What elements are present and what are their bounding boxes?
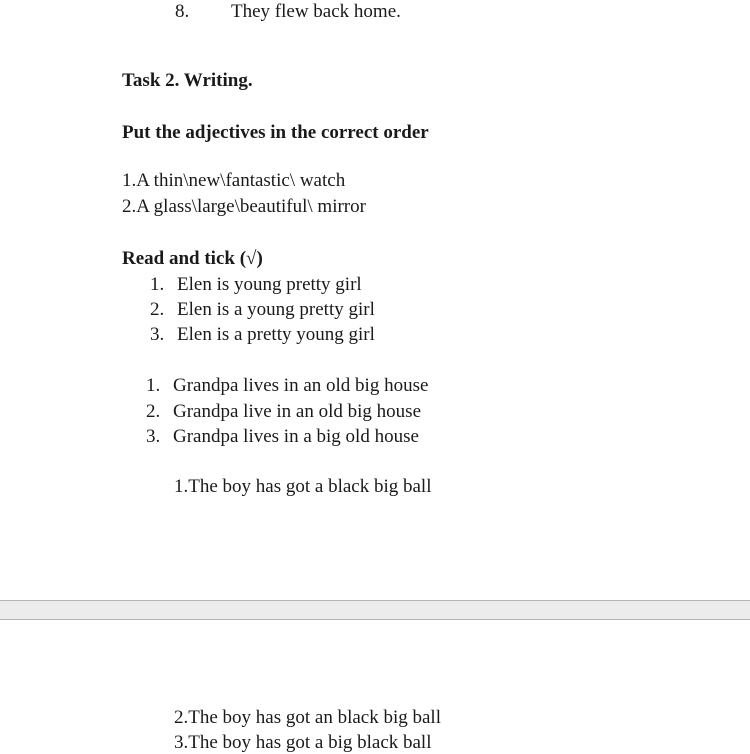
list-item-number: 2. bbox=[146, 401, 161, 422]
list-item bbox=[146, 375, 429, 397]
list-item: 3.The boy has got a big black ball bbox=[174, 732, 432, 753]
list-item-number: 3. bbox=[146, 426, 161, 447]
list-item-text: Grandpa live in an old big house bbox=[173, 401, 422, 422]
document-page-2 bbox=[0, 620, 750, 753]
list-item-text: Grandpa lives in an old big house bbox=[173, 375, 429, 396]
list-item-text: Elen is young pretty girl bbox=[177, 274, 362, 295]
list-item bbox=[146, 401, 422, 423]
page-break bbox=[0, 600, 750, 620]
prev-item-text: They flew back home. bbox=[231, 1, 401, 22]
list-item-number: 1. bbox=[150, 274, 165, 295]
list-item-text: Grandpa lives in a big old house bbox=[173, 426, 419, 447]
list-item: 2.The boy has got an black big ball bbox=[174, 707, 441, 728]
task-title: Task 2. Writing. bbox=[122, 70, 253, 91]
prev-list-item bbox=[175, 1, 401, 23]
list-item bbox=[146, 426, 419, 448]
list-item-number: 1. bbox=[146, 375, 161, 396]
list-item-text: Elen is a young pretty girl bbox=[177, 299, 375, 320]
list-item-number: 3. bbox=[150, 324, 165, 345]
list-item-text: Elen is a pretty young girl bbox=[177, 324, 375, 345]
prev-item-number: 8. bbox=[175, 1, 190, 22]
order-heading: Put the adjectives in the correct order bbox=[122, 122, 429, 143]
order-item-2: 2.A glass\large\beautiful\ mirror bbox=[122, 196, 366, 217]
list-item bbox=[150, 274, 362, 296]
list-item-number: 2. bbox=[150, 299, 165, 320]
tick-heading: Read and tick (√) bbox=[122, 248, 263, 269]
list-item bbox=[150, 299, 375, 321]
list-item bbox=[150, 324, 375, 346]
order-item-1: 1.A thin\new\fantastic\ watch bbox=[122, 170, 346, 191]
list-item: 1.The boy has got a black big ball bbox=[174, 476, 432, 497]
